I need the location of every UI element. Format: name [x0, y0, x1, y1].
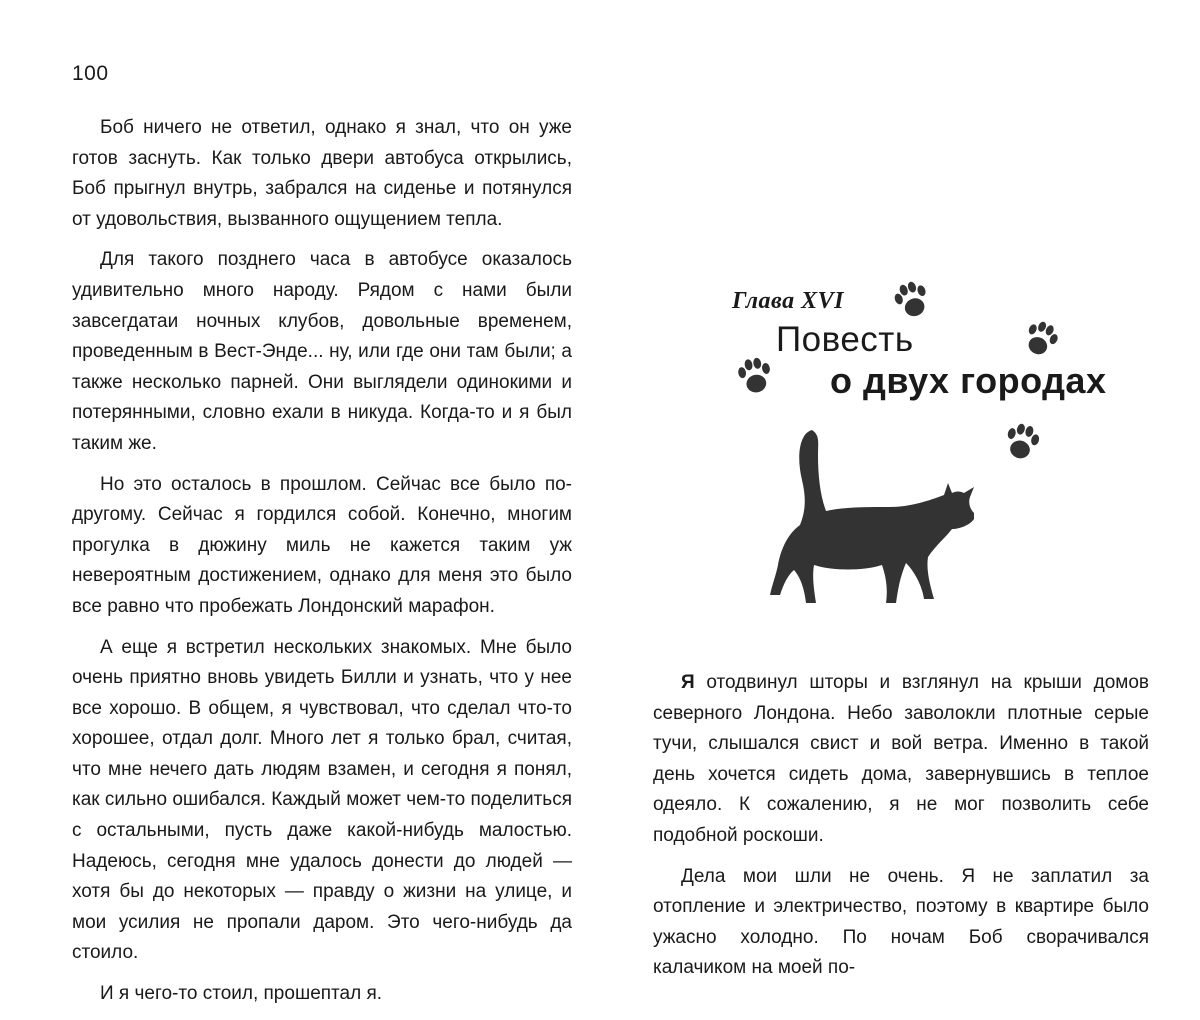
paragraph: Для такого позднего часа в автобусе оказалось удивительно много народу. Рядом с нами были завсегдатаи ночных клубов, довольные временем, проведенным в Вест-Энде... ну, или где они там были; а также несколько парней. Они выглядели одинокими и потерянными, словно ехали в никуда. Когда-то и я был таким же. — [72, 249, 572, 454]
right-page-text — [653, 668, 1149, 994]
paragraph: Дела мои шли не очень. Я не заплатил за отопление и электричество, поэтому в квартире было ужасно холодно. По ночам Боб сворачивался калачиком на моей по- — [653, 865, 1149, 979]
chapter-title-line-2: о двух городах — [830, 360, 1107, 401]
paragraph-rest: отодвинул шторы и взглянул на крыши домов северного Лондона. Небо заволокли плотные серые тучи, слышался свист и вой ветра. Именно в такой день хочется сидеть дома, завернувшись в теплое одеяло. К сожалению, я не мог позволить себе подобной роскоши. — [653, 672, 1149, 846]
paragraph: Но это осталось в прошлом. Сейчас все было по-другому. Сейчас я гордился собой. Конечно, многим прогулка в дюжину миль не кажется таким уж невероятным достижением, однако для меня это было все равно что пробежать Лондонский марафон. — [72, 473, 572, 617]
paragraph: И я чего-то стоил, прошептал я. — [100, 983, 383, 1005]
paw-print-icon — [1000, 420, 1044, 464]
paragraph — [653, 668, 1149, 852]
paragraph: А еще я встретил нескольких знакомых. Мне было очень приятно вновь увидеть Билли и узнать, что у нее все хорошо. В общем, я чувствовал, что сделал что-то хорошее, отдал долг. Много лет я только брал, считая, что мне нечего дать людям взамен, и сегодня я понял, как сильно ошибался. Каждый может чем-то поделиться с остальными, пусть даже какой-нибудь малостью. Надеюсь, сегодня мне удалось донести до людей — хотя бы до некоторых — правду о жизни на улице, и мои усилия не пропали даром. Это чего-нибудь да стоило. — [72, 636, 572, 964]
chapter-label: Глава XVI — [732, 288, 844, 314]
left-page-text — [72, 113, 572, 1020]
cat-silhouette-icon — [760, 425, 980, 615]
right-page — [600, 0, 1200, 1020]
paragraph: Боб ничего не ответил, однако я знал, что он уже готов заснуть. Как только двери автобуса открылись, Боб прыгнул внутрь, забрался на сиденье и потянулся от удовольствия, вызванного ощущением тепла. — [72, 117, 572, 230]
chapter-title-line-1: Повесть — [776, 320, 914, 359]
page-number: 100 — [72, 62, 109, 85]
dropcap-letter: Я — [681, 672, 695, 693]
paw-print-icon — [733, 354, 777, 398]
paw-print-icon — [1020, 318, 1062, 360]
paw-print-icon — [890, 278, 934, 322]
